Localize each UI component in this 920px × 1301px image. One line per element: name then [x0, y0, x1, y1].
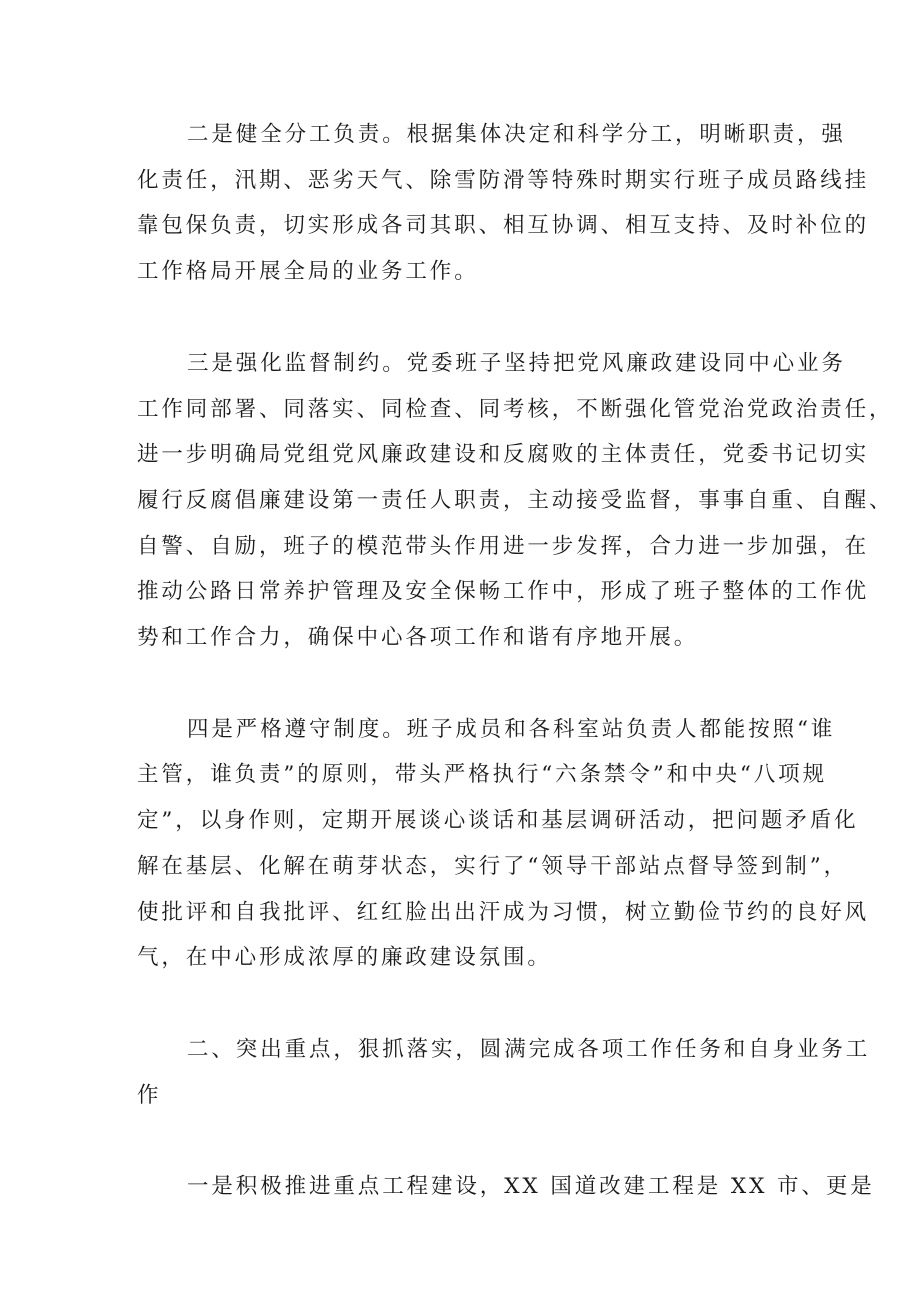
- text-line: 作: [137, 1082, 162, 1108]
- text-line: 工作格局开展全局的业务工作。: [137, 259, 479, 285]
- section-heading: [137, 1027, 871, 1118]
- text-line: 二、突出重点，狠抓落实，圆满完成各项工作任务和自身业务工: [187, 1036, 871, 1062]
- text-line: 解在基层、化解在萌芽状态，实行了“领导干部站点督导签到制”，: [137, 853, 848, 879]
- text-line: 使批评和自我批评、红红脸出出汗成为习惯，树立勤俭节约的良好风: [137, 899, 870, 925]
- text-line: 化责任，汛期、恶劣天气、除雪防滑等特殊时期实行班子成员路线挂: [137, 167, 870, 193]
- text-line: 三是强化监督制约。党委班子坚持把党风廉政建设同中心业务: [187, 350, 846, 376]
- text-line: 二是健全分工负责。根据集体决定和科学分工，明晰职责，强: [187, 122, 846, 147]
- text-line: 推动公路日常养护管理及安全保畅工作中，形成了班子整体的工作优: [137, 579, 870, 605]
- paragraph-key-projects: [137, 1164, 875, 1210]
- text-line: 工作同部署、同落实、同检查、同考核，不断强化管党治党政治责任，: [137, 396, 894, 422]
- paragraph-rules: [137, 707, 870, 981]
- text-line: 自警、自励，班子的模范带头作用进一步发挥，合力进一步加强，在: [137, 533, 870, 559]
- text-line: 一是积极推进重点工程建设，XX 国道改建工程是 XX 市、更是: [187, 1174, 875, 1200]
- text-line: 四是严格遵守制度。班子成员和各科室站负责人都能按照“谁: [187, 716, 836, 742]
- text-line: 势和工作合力，确保中心各项工作和谐有序地开展。: [137, 625, 699, 651]
- text-line: 气，在中心形成浓厚的廉政建设氛围。: [137, 945, 552, 971]
- paragraph-division-of-responsibility: [137, 112, 870, 295]
- text-line: 定”，以身作则，定期开展谈心谈话和基层调研活动，把问题矛盾化: [137, 808, 859, 834]
- paragraph-supervision: [137, 341, 894, 661]
- text-line: 履行反腐倡廉建设第一责任人职责，主动接受监督，事事自重、自醒、: [137, 487, 894, 513]
- document-page: [137, 112, 894, 1256]
- text-line: 主管，谁负责”的原则，带头严格执行“六条禁令”和中央“八项规: [137, 762, 827, 788]
- text-line: 进一步明确局党组党风廉政建设和反腐败的主体责任，党委书记切实: [137, 442, 870, 468]
- text-line: 靠包保负责，切实形成各司其职、相互协调、相互支持、及时补位的: [137, 213, 870, 239]
